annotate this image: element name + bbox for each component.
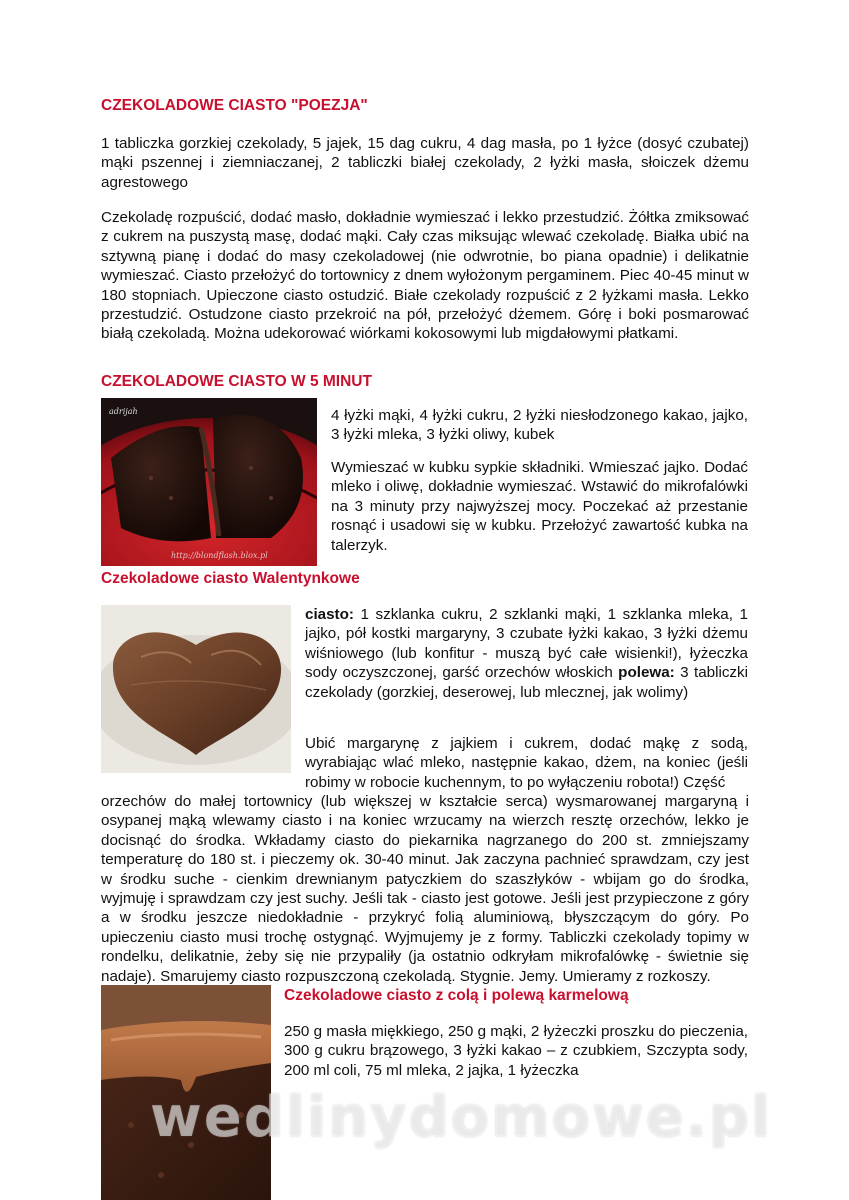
ingredients-label: ciasto: <box>305 606 354 623</box>
recipe-3-ingredients <box>305 605 748 702</box>
photo-caption: http://blondflash.blox.pl <box>171 551 268 560</box>
glaze-text: 3 tabliczki czekolady (gorzkiej, deserowej, lub mlecznej, jak wolimy) <box>305 664 748 701</box>
recipe-1-ingredients: 1 tabliczka gorzkiej czekolady, 5 jajek, 15 dag cukru, 4 dag masła, po 1 łyżce (dosyć czubatej) mąki pszennej i ziemniaczanej, 2 tabliczki białej czekolady, 2 łyżki masła, słoiczek dżemu agrestowego <box>101 135 749 191</box>
recipe-3-method: orzechów do małej tortownicy (lub większej w kształcie serca) wysmarowanej margaryną i osypanej mąką wlewamy ciasto i na koniec wrzucamy na wierzch resztę orzechów, lekko je docisnąć do środka. Wkładamy ciasto do piekarnika nagrzanego do 200 st. zmniejszamy temperaturę do 180 st. i pieczemy ok. 30-40 minut. Jak zaczyna pachnieć sprawdzam, czy jest w środku suche - cienkim drewnianym patyczkiem do szaszłyków - wbijam go do środka, wyjmuję i sprawdzam czy jest suchy. Jeśli tak - ciasto jest gotowe. Jeśli jest przypieczone z góry a w środku jeszcze niedokładnie - przykryć folią aluminiową, błyszczącym do góry. Po upieczeniu ciasto musi trochę ostygnąć. Wyjmujemy je z formy. Tabliczki czekolady topimy w rondelku, delikatnie, żeby się nie przypaliły (ja ostatnio odkryłam mikrofalówkę - świetnie się nadaje). Smarujemy ciasto rozpuszczoną czekoladą. Stygnie. Jemy. Umieramy z rozkoszy. <box>101 793 749 985</box>
watermark: wedlinydomowe.pl <box>150 1085 773 1150</box>
recipe-2-method: Wymieszać w kubku sypkie składniki. Wmieszać jajko. Dodać mleko i oliwę, dokładnie wymieszać. Wstawić do mikrofalówki na 3 minuty przy najwyższej mocy. Poczekać aż przestanie rosnąć i usadowi się w kubku. Przełożyć zawartość kubka na talerzyk. <box>331 459 748 554</box>
recipe-3-title: Czekoladowe ciasto Walentynkowe <box>101 570 360 587</box>
recipe-1-method: Czekoladę rozpuścić, dodać masło, dokładnie wymieszać i lekko przestudzić. Żółtka zmiksować z cukrem na puszystą masę, dodać mąki. Cały czas miksując wlewać czekoladę. Białka ubić na sztywną pianę i dodać do masy czekoladowej (nie odwrotnie, bo piana opadnie) i delikatnie wymieszać. Ciasto przełożyć do tortownicy z dnem wyłożonym pergaminem. Piec 40-45 minut w 180 stopniach. Upieczone ciasto ostudzić. Białe czekolady rozpuścić z 2 łyżkami masła. Lekko przestudzić. Ostudzone ciasto przekroić na pół, przełożyć dżemem. Górę i boki posmarować białą czekoladą. Można udekorować wiórkami kokosowymi lub migdałowymi płatkami. <box>101 209 749 343</box>
recipe-2-ingredients: 4 łyżki mąki, 4 łyżki cukru, 2 łyżki niesłodzonego kakao, jajko, 3 łyżki mleka, 3 łyżki oliwy, kubek <box>331 407 748 444</box>
photo-signature: adrijah <box>109 407 138 416</box>
recipe-1-title: CZEKOLADOWE CIASTO "POEZJA" <box>101 97 368 114</box>
heart-cake-photo <box>101 605 291 773</box>
glaze-label: polewa: <box>618 664 675 682</box>
ingredients-text: 1 szklanka cukru, 2 szklanki mąki, 1 szklanka mleka, 1 jajko, pół kostki margaryny, 3 czubate łyżki kakao, 3 łyżki dżemu wiśniowego (lub konfitur - muszą być całe wisienki!), łyżeczka sody oczyszczonej, garść orzechów włoskich <box>305 606 748 682</box>
mug-cake-photo <box>101 398 317 566</box>
recipe-4-ingredients: 250 g masła miękkiego, 250 g mąki, 2 łyżeczki proszku do pieczenia, 300 g cukru brązowego, 3 łyżki kakao – z czubkiem, Szczypta sody, 200 ml coli, 75 ml mleka, 2 jajka, 1 łyżeczka <box>284 1023 748 1079</box>
recipe-2-title: CZEKOLADOWE CIASTO W 5 MINUT <box>101 373 372 390</box>
cola-cake-photo <box>101 985 271 1200</box>
recipe-3-method-wrap: Ubić margarynę z jajkiem i cukrem, dodać mąkę z sodą, wyrabiając wlać mleko, następnie kakao, dżem, na koniec (jeśli robimy w robocie kuchennym, to po wyłączeniu robota!) Część <box>305 735 748 791</box>
recipe-4-title: Czekoladowe ciasto z colą i polewą karmelową <box>284 987 629 1004</box>
